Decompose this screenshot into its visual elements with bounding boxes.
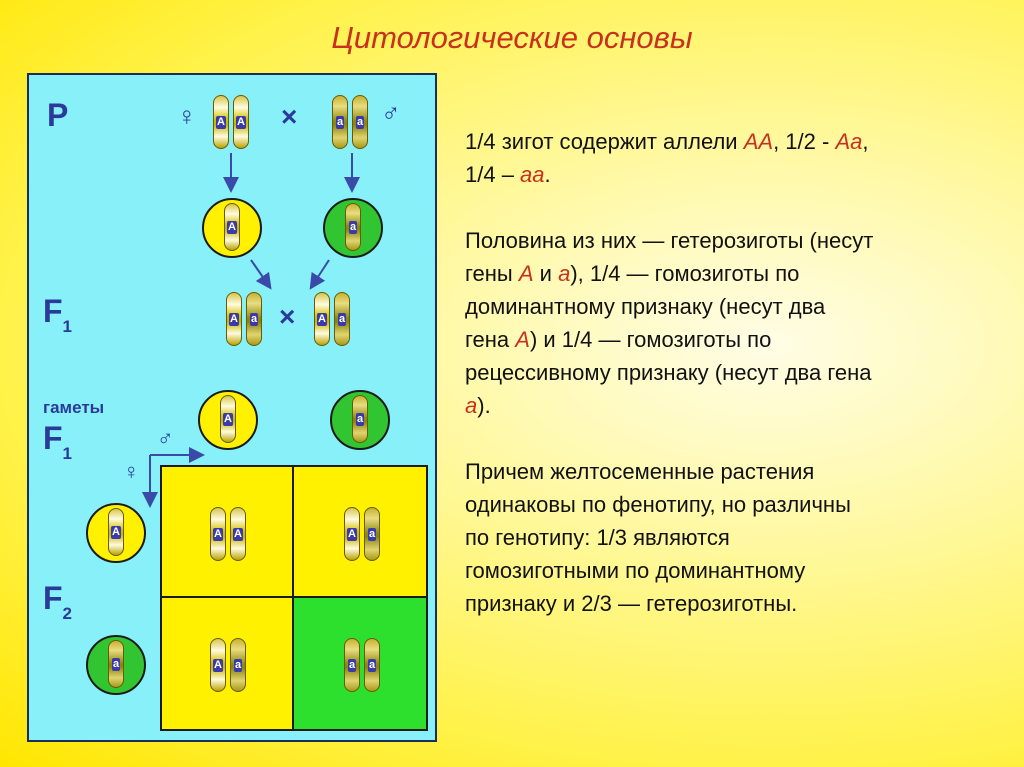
label-gametes: гаметы [43, 398, 105, 417]
chromosome-recessive: а [334, 292, 350, 346]
arrow-diag [251, 260, 267, 283]
cross-symbol: × [281, 101, 298, 132]
explanation-text [465, 125, 1005, 653]
punnett-cell-Aa [162, 598, 294, 729]
chromosome-dominant: А [344, 507, 360, 561]
female-symbol-icon: ♀ [123, 459, 140, 484]
chromosome-recessive: а [352, 395, 368, 443]
punnett-cell-Aa [294, 467, 426, 598]
chromosome-recessive: а [364, 507, 380, 561]
label-f1-gametes: F1 [43, 420, 73, 463]
chromosome-dominant: А [210, 507, 226, 561]
chromosome-recessive: а [108, 640, 124, 688]
chromosome-recessive: а [344, 638, 360, 692]
chromosome-dominant: А [210, 638, 226, 692]
chromosome-dominant: А [220, 395, 236, 443]
chromosome-dominant: А [230, 507, 246, 561]
chromosome-recessive: а [332, 95, 348, 149]
punnett-square [160, 465, 428, 731]
chromosome-dominant: А [314, 292, 330, 346]
label-p: P [47, 97, 69, 133]
paragraph-phenotype: Причем желтосеменные растения одинаковы по фенотипу, но различны по генотипу: 1/3 являются гомозиготными по доминантному признаку и 2/3 — гетерозиготны. [465, 459, 851, 616]
chromosome-dominant: А [108, 508, 124, 556]
paragraph-zygotes: Половина из них — гетерозиготы (несут гены А и а), 1/4 — гомозиготы по доминантному признаку (несут два гена А) и 1/4 — гомозиготы по рецессивному признаку (несут два гена а). [465, 228, 874, 418]
male-symbol-icon: ♂ [381, 97, 401, 127]
chromosome-recessive: а [345, 203, 361, 251]
label-f2: F2 [43, 580, 73, 623]
cross-symbol: × [279, 301, 296, 332]
female-symbol-icon: ♀ [177, 101, 197, 131]
male-symbol-icon: ♂ [157, 425, 174, 450]
punnett-cell-AA [162, 467, 294, 598]
paragraph-ratio: 1/4 зигот содержит аллели АА, 1/2 - Аа, 1/4 – аа. [465, 129, 869, 187]
label-f1: F1 [43, 293, 73, 336]
chromosome-recessive: а [246, 292, 262, 346]
slide-title: Цитологические основы [331, 20, 693, 55]
chromosome-dominant: А [233, 95, 249, 149]
chromosome-recessive: а [230, 638, 246, 692]
chromosome-dominant: А [226, 292, 242, 346]
chromosome-recessive: а [364, 638, 380, 692]
chromosome-recessive: а [352, 95, 368, 149]
chromosome-dominant: А [224, 203, 240, 251]
arrow-diag [314, 260, 329, 283]
chromosome-dominant: А [213, 95, 229, 149]
punnett-cell-aa [294, 598, 426, 729]
